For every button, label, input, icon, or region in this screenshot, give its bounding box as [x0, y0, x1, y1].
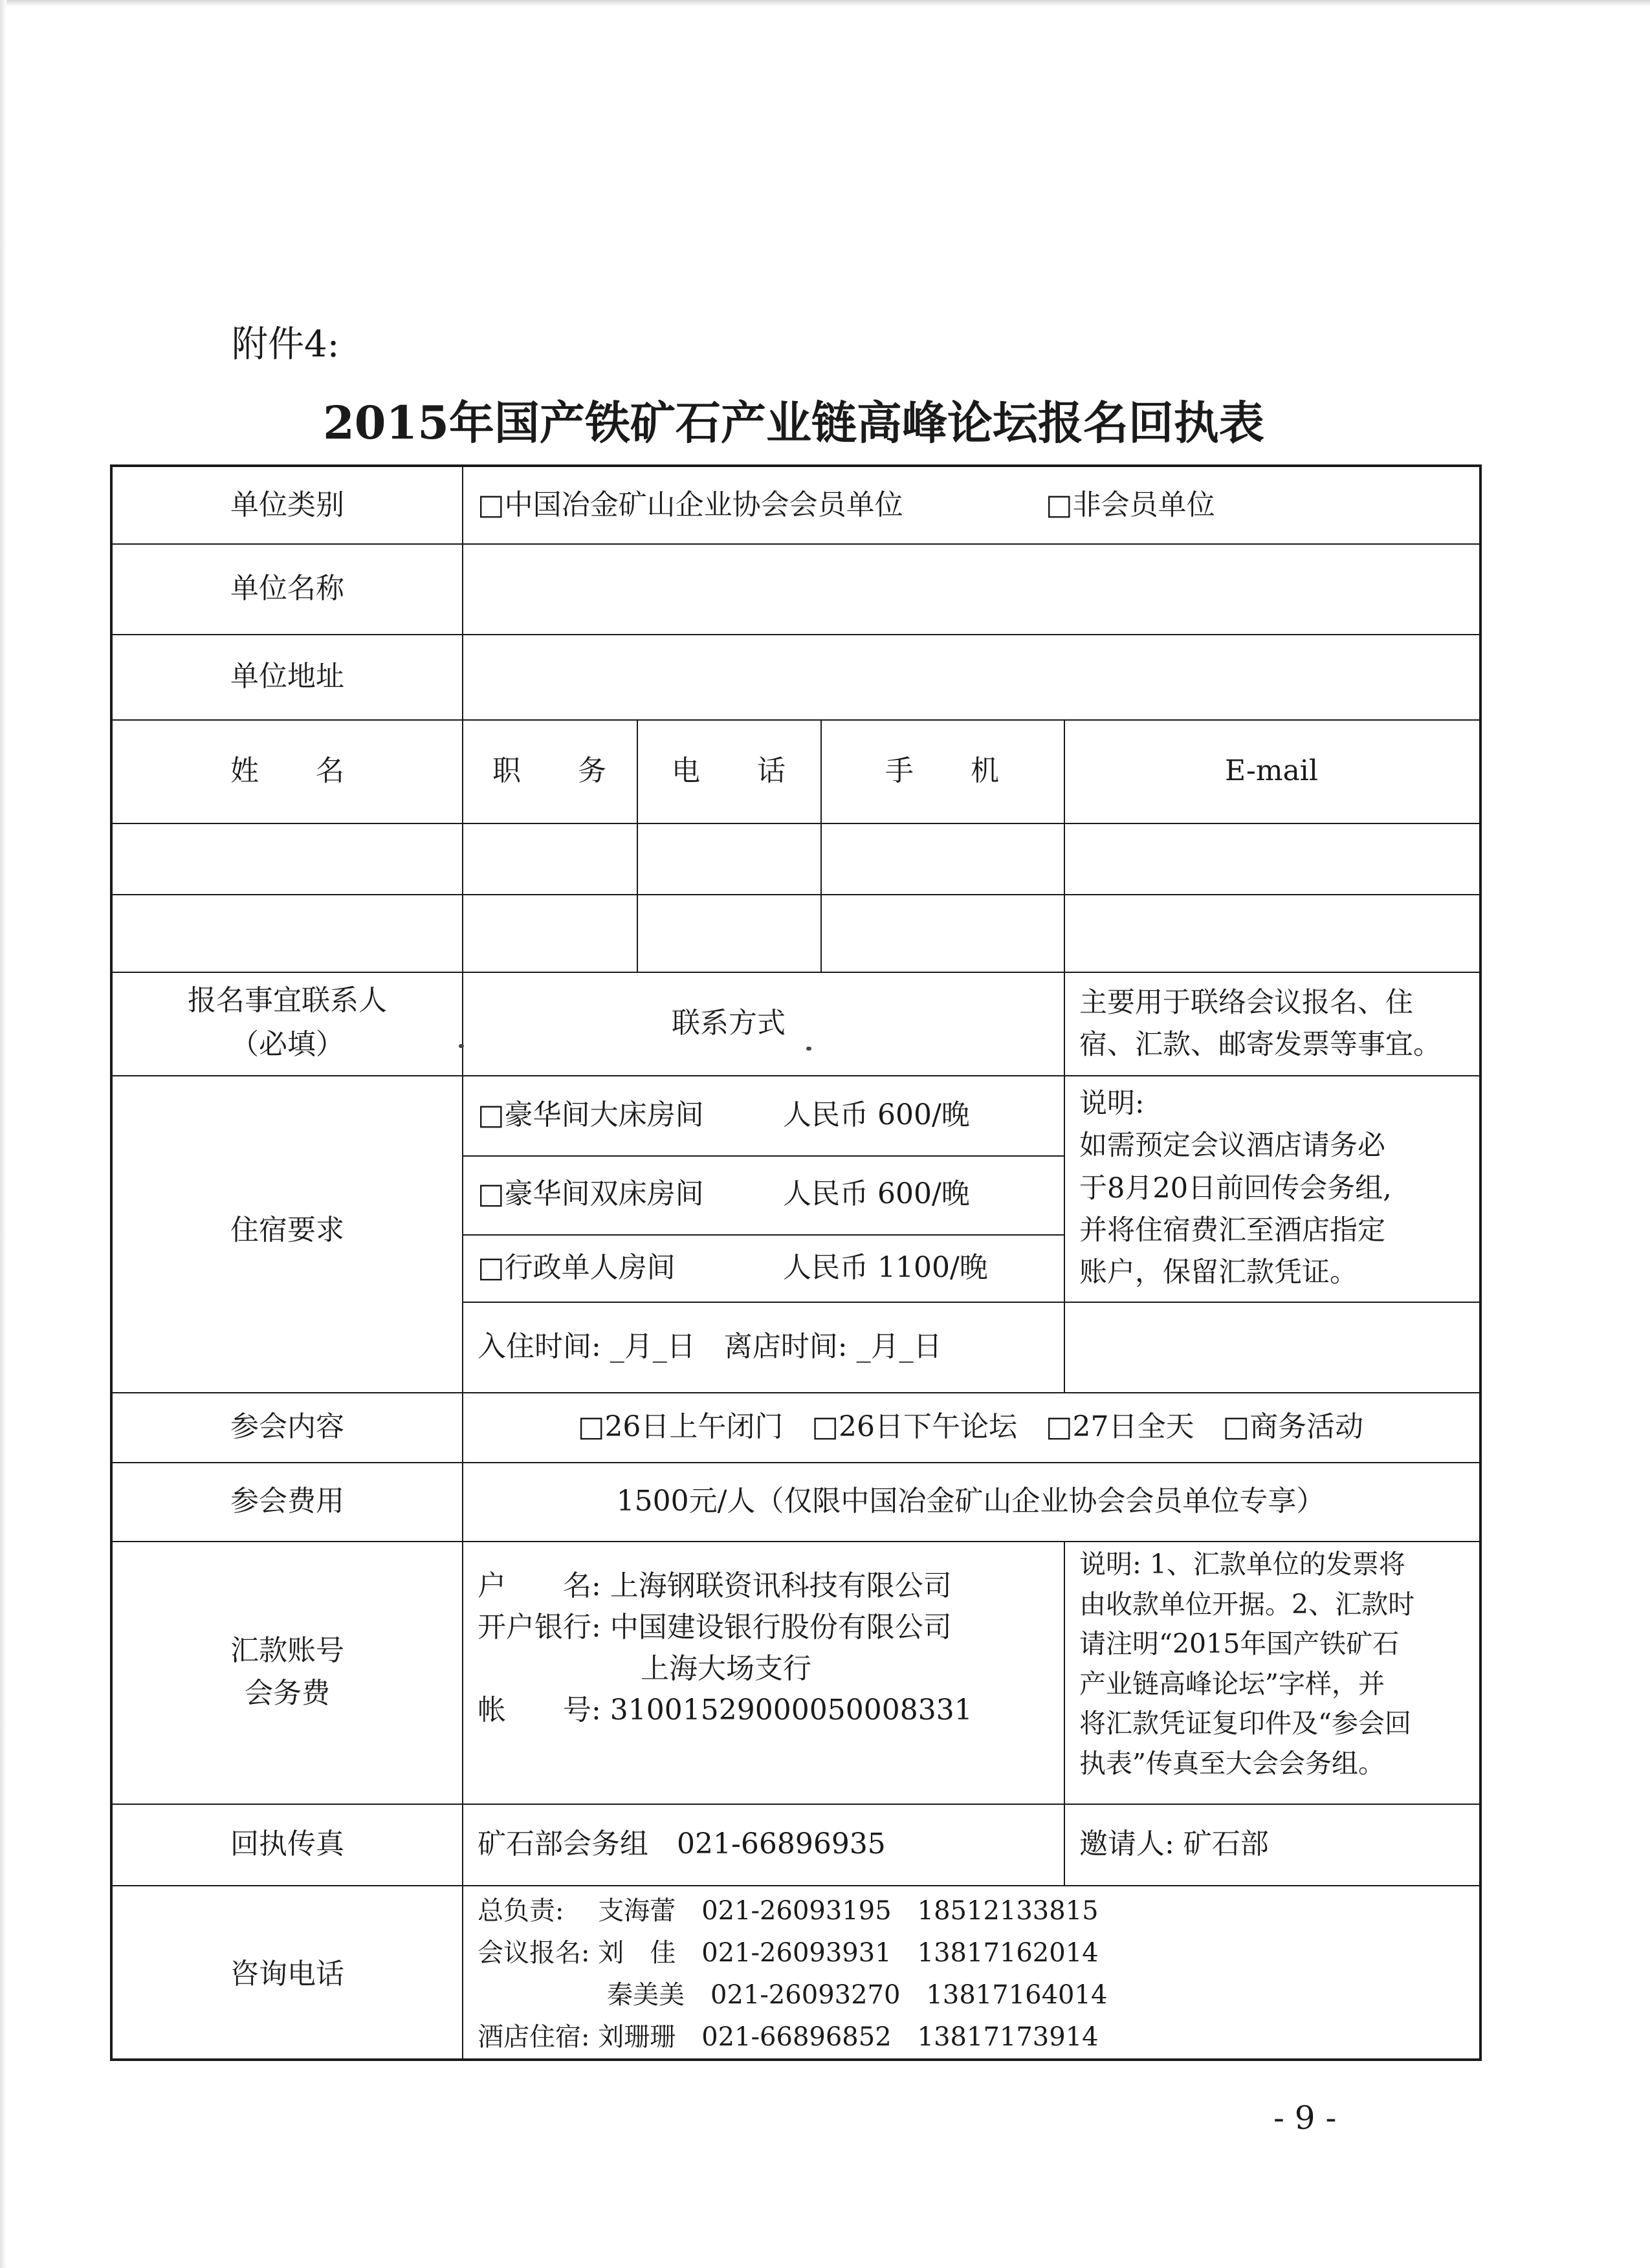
column-divider [1064, 1541, 1065, 1885]
row-divider [113, 894, 1479, 895]
row-divider [113, 543, 1479, 545]
bank-branch: 上海大场支行 [641, 1652, 811, 1686]
page-number: - 9 - [1273, 2099, 1337, 2137]
attendee-phone-header: 电 话 [672, 754, 786, 788]
row-divider [113, 1804, 1479, 1805]
row-divider [462, 1302, 1479, 1303]
deluxe-twin-room-checkbox[interactable]: □豪华间双床房间 [478, 1177, 704, 1211]
fax-label: 回执传真 [230, 1827, 344, 1861]
consult-line-registration: 会议报名: 刘 佳 021-26093931 13817162014 [478, 1938, 1099, 1968]
fax-number: 矿石部会务组 021-66896935 [478, 1827, 886, 1861]
row-divider [113, 823, 1479, 824]
row-divider [462, 1234, 1064, 1236]
row-divider [113, 972, 1479, 973]
accommodation-note: 说明: 如需预定会议酒店请务必 于8月20日前回传会务组, 并将住宿费汇至酒店指定 账户，保留汇款凭证。 [1079, 1087, 1392, 1289]
consult-line-registration-2: 秦美美 021-26093270 13817164014 [478, 1980, 1108, 2010]
document-title: 2015年国产铁矿石产业链高峰论坛报名回执表 [323, 396, 1264, 450]
contact-method-label: 联系方式 [672, 1007, 786, 1040]
contact-note: 主要用于联络会议报名、住 宿、汇款、邮寄发票等事宜。 [1079, 987, 1441, 1061]
scan-dust-mark [806, 1047, 811, 1051]
column-divider [1064, 719, 1065, 1392]
column-divider [820, 719, 822, 972]
attendee-email-header: E-mail [1225, 754, 1318, 788]
unit-address-label: 单位地址 [230, 660, 344, 693]
deluxe-king-room-checkbox[interactable]: □豪华间大床房间 [478, 1098, 704, 1132]
account-number: 帐 号: 31001529000050008331 [478, 1694, 973, 1727]
accommodation-label: 住宿要求 [230, 1214, 344, 1247]
consult-line-general: 总负责: 支海蕾 021-26093195 18512133815 [478, 1896, 1099, 1926]
column-divider [462, 467, 463, 2058]
consult-line-hotel: 酒店住宿: 刘珊珊 021-66896852 13817173914 [478, 2022, 1099, 2052]
row-divider [113, 1075, 1479, 1076]
attachment-label: 附件4: [232, 323, 340, 365]
registration-form-table [110, 464, 1482, 2061]
row-divider [113, 634, 1479, 635]
non-member-unit-checkbox[interactable]: □非会员单位 [1046, 488, 1215, 522]
deluxe-twin-room-price: 人民币 600/晚 [783, 1177, 970, 1211]
participation-content-label: 参会内容 [230, 1410, 344, 1444]
row-divider [113, 1392, 1479, 1393]
unit-name-label: 单位名称 [230, 572, 344, 605]
executive-single-room-checkbox[interactable]: □行政单人房间 [478, 1251, 676, 1285]
participation-options[interactable]: □26日上午闭门 □26日下午论坛 □27日全天 □商务活动 [577, 1410, 1364, 1444]
attendee-position-header: 职 务 [492, 754, 606, 788]
row-divider [462, 1155, 1064, 1157]
account-name: 户 名: 上海钢联资讯科技有限公司 [478, 1569, 952, 1603]
scan-dust-mark [459, 1044, 464, 1048]
fee-label: 参会费用 [230, 1485, 344, 1518]
scan-edge-top [0, 0, 1650, 6]
row-divider [113, 1885, 1479, 1886]
bank-name: 开户银行: 中国建设银行股份有限公司 [478, 1611, 952, 1644]
checkin-checkout-field[interactable]: 入住时间: _月_日 离店时间: _月_日 [478, 1330, 942, 1364]
remittance-note: 说明: 1、汇款单位的发票将 由收款单位开据。2、汇款时 请注明“2015年国产铁矿石 产业链高峰论坛”字样，并 将汇款凭证复印件及“参会回 执表”传真至大会会务组。 [1079, 1549, 1415, 1779]
deluxe-king-room-price: 人民币 600/晚 [783, 1098, 970, 1132]
row-divider [113, 719, 1479, 721]
inviter: 邀请人: 矿石部 [1079, 1827, 1269, 1861]
executive-single-room-price: 人民币 1100/晚 [783, 1251, 988, 1285]
attendee-name-header: 姓 名 [230, 754, 344, 788]
contact-required-label: （必填） [230, 1028, 344, 1062]
contact-person-label: 报名事宜联系人 [188, 984, 387, 1018]
scan-edge-left [0, 0, 6, 2268]
attendee-mobile-header: 手 机 [885, 754, 999, 788]
remittance-account-label: 汇款账号 [230, 1634, 344, 1668]
row-divider [113, 1541, 1479, 1542]
member-unit-checkbox[interactable]: □中国冶金矿山企业协会会员单位 [478, 488, 903, 522]
category-label: 单位类别 [230, 488, 344, 522]
column-divider [637, 719, 638, 972]
unit-address-field[interactable] [478, 644, 1461, 709]
fee-value: 1500元/人（仅限中国冶金矿山企业协会会员单位专享） [616, 1485, 1325, 1518]
conference-fee-label: 会务费 [245, 1677, 330, 1710]
row-divider [113, 1462, 1479, 1463]
consult-phone-label: 咨询电话 [230, 1957, 344, 1991]
unit-name-field[interactable] [478, 556, 1461, 621]
